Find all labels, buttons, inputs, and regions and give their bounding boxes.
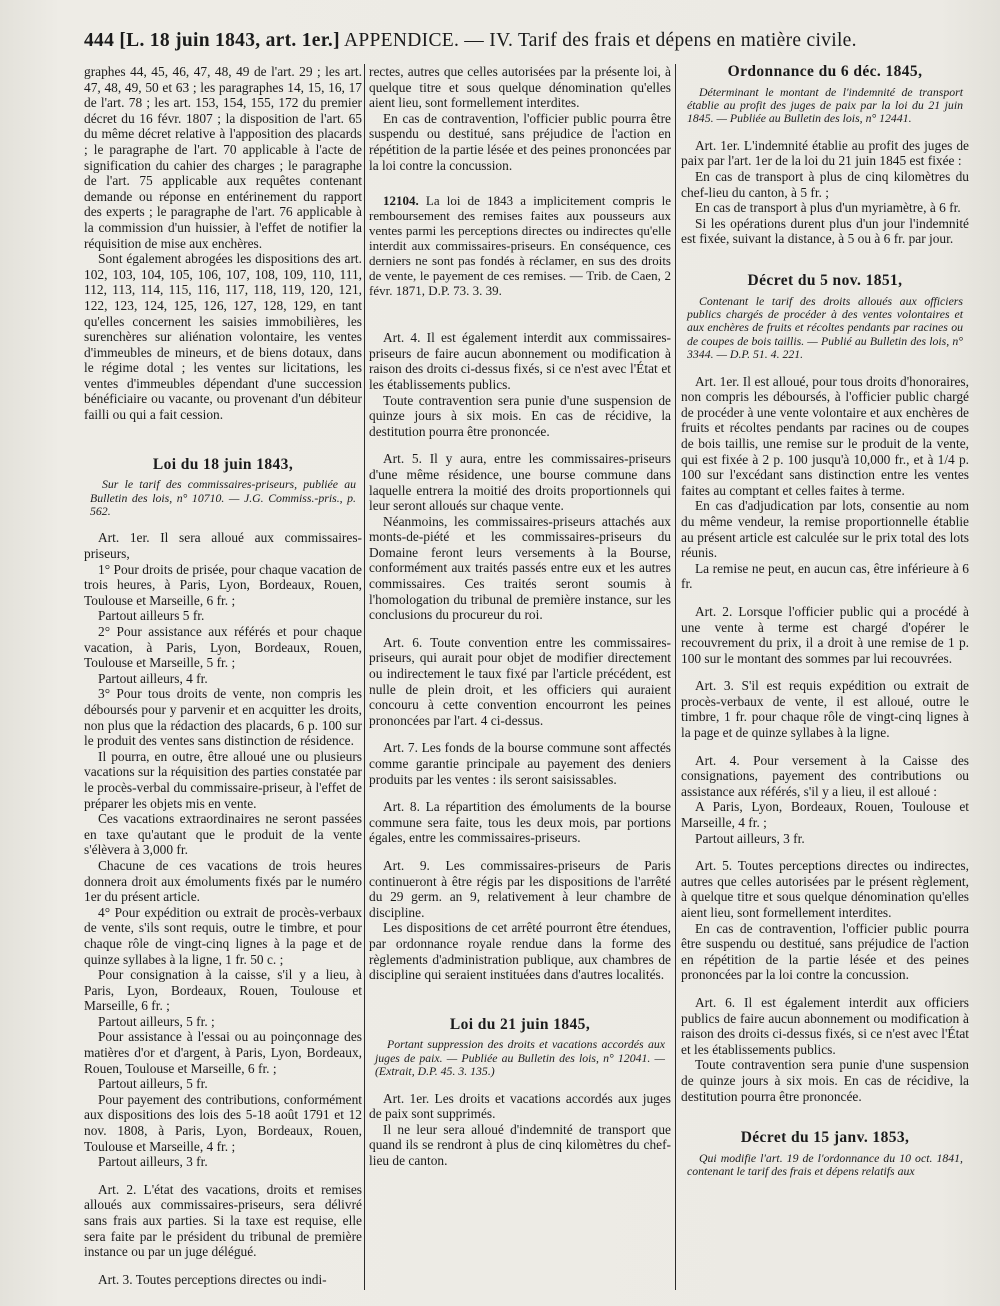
- header-title: APPENDICE. — IV. Tarif des frais et dépens en matière civile.: [344, 30, 857, 51]
- paragraph: Partout ailleurs, 5 fr.: [98, 1076, 208, 1092]
- annotation-note: [369, 193, 671, 298]
- paragraph: Néanmoins, les commissaires-priseurs attachés aux monts-de-piété et les commissaires-priseurs du Domaine feront leurs versements à la Bourse, conformément aux traités passés entre eux et les autres commissaires. Ces traités seront soumis à l'homologation du tribunal de première instance, sur les conclusions du procureur du roi.: [369, 513, 671, 623]
- note-number: 12104.: [383, 193, 419, 209]
- paragraph: Partout ailleurs 5 fr.: [98, 608, 205, 624]
- section-heading-decret-1851: Décret du 5 nov. 1851,: [747, 271, 903, 289]
- page-number: 444: [84, 30, 115, 51]
- article-6: Art. 6. Toute convention entre les commissaires-priseurs, qui aurait pour objet de modifier directement ou indirectement le taux fixé par l'article précédent, est nulle de plein droit, et les officiers qui auraient concouru à cette convention encourront les peines prononcées par l'art. 4 ci-dessus.: [369, 634, 671, 728]
- paragraph: La remise ne peut, en aucun cas, être inférieure à 6 fr.: [681, 560, 969, 592]
- column-rule-right: [675, 64, 676, 1290]
- paragraph: Pour assistance à l'essai ou au poinçonnage des matières d'or et d'argent, à Paris, Lyon, Bordeaux, Rouen, Toulouse et Marseille, 6 fr. ;: [84, 1029, 362, 1076]
- section-intro: Portant suppression des droits et vacations accordés aux juges de paix. — Publiée au Bulletin des lois, n° 12041. — (Extrait, D.P. 45. 3. 135.): [375, 1037, 665, 1079]
- paragraph: Toute contravention sera punie d'une suspension de quinze jours à six mois. En cas de récidive, la destitution pourra être prononcée.: [369, 392, 671, 439]
- paragraph: 2° Pour assistance aux référés et pour chaque vacation, à Paris, Lyon, Bordeaux, Rouen, Toulouse et Marseille, 5 fr. ;: [84, 624, 362, 671]
- paragraph: Pour payement des contributions, conformément aux dispositions des lois des 5-18 août 1791 et 12 nov. 1808, à Paris, Lyon, Bordeaux, Rouen, Toulouse et Marseille, 4 fr. ;: [84, 1091, 362, 1154]
- paragraph: Il ne leur sera alloué d'indemnité de transport que quand ils se rendront à plus de cinq kilomètres du chef-lieu de canton.: [369, 1121, 671, 1168]
- section-heading-ordonnance-1845: Ordonnance du 6 déc. 1845,: [727, 64, 923, 80]
- column-rule-left: [364, 64, 365, 1290]
- section-intro: Sur le tarif des commissaires-priseurs, publiée au Bulletin des lois, n° 10710. — J.G. Commiss.-pris., p. 562.: [90, 477, 356, 519]
- article-6: Art. 6. Il est également interdit aux officiers publics de faire aucun abonnement ou modification à raison des droits ci-dessus fixés, si ce n'est avec l'État et les établissements publics.: [681, 994, 969, 1057]
- section-heading-decret-1853: Décret du 15 janv. 1853,: [740, 1129, 910, 1147]
- article-9: Art. 9. Les commissaires-priseurs de Paris continueront à être régis par les dispositions de l'arrêté du 29 germ. an 9, relativement à leur chambre de discipline.: [369, 857, 671, 920]
- section-intro: Contenant le tarif des droits alloués aux officiers publics chargés de procéder à des ventes volontaires et aux enchères de fruits et récoltes pendants par racines ou de coupes de bois taillis. — Publié au Bulletin des lois, n° 3344. — D.P. 51. 4. 221.: [687, 293, 963, 362]
- paragraph: Toute contravention sera punie d'une suspension de quinze jours à six mois. En cas de récidive, la destitution pourra être prononcée.: [681, 1057, 969, 1104]
- paragraph: A Paris, Lyon, Bordeaux, Rouen, Toulouse et Marseille, 4 fr. ;: [681, 799, 969, 831]
- paragraph: En cas de transport à plus de cinq kilomètres du chef-lieu du canton, à 5 fr. ;: [681, 169, 969, 200]
- paragraph: Partout ailleurs, 5 fr. ;: [98, 1013, 215, 1029]
- article-5: Art. 5. Il y aura, entre les commissaires-priseurs d'une même résidence, une bourse commune dans laquelle entrera la moitié des droits proportionnels qui leur seront alloués sur chaque vente.: [369, 451, 671, 514]
- paragraph: 4° Pour expédition ou extrait de procès-verbaux de vente, s'ils sont requis, outre le timbre, et pour chaque rôle de vingt-cinq lignes à la page et de quinze syllabes à la ligne, 1 fr. 50 c. ;: [84, 904, 362, 967]
- paragraph: En cas d'adjudication par lots, consentie au nom du même vendeur, la remise proportionnelle établie au présent article est calculée sur le prix total des lots réunis.: [681, 498, 969, 561]
- header-reference: [L. 18 juin 1843, art. 1er.]: [119, 30, 340, 51]
- article-1: Art. 1er. L'indemnité établie au profit des juges de paix par l'art. 1er de la loi du 21 juin 1845 est fixée :: [681, 137, 969, 169]
- paragraph: Si les opérations durent plus d'un jour l'indemnité est fixée, suivant la distance, à 5 ou à 6 fr. par jour.: [681, 215, 969, 247]
- note-text: La loi de 1843 a implicitement compris le remboursement des remises faites aux pousseurs aux ventes parmi les perceptions directes ou indirectes qu'elle interdit aux commissaires-priseurs. En conséquence, ces derniers ne sont pas fondés à réclamer, en sus des droits de vente, le payement de ces remises. — Trib. de Caen, 2 févr. 1871, D.P. 73. 3. 39.: [369, 193, 671, 299]
- article-3: Art. 3. Toutes perceptions directes ou indi-: [98, 1271, 327, 1287]
- section-intro: Qui modifie l'art. 19 de l'ordonnance du 10 oct. 1841, contenant le tarif des frais et dépens relatifs aux: [687, 1150, 963, 1179]
- paragraph: En cas de contravention, l'officier public pourra être suspendu ou destitué, sans préjudice de l'action en répétition de la partie lésée et des peines prononcées par la loi contre la concussion.: [681, 920, 969, 983]
- article-4: Art. 4. Il est également interdit aux commissaires-priseurs de faire aucun abonnement ou modification à raison des droits ci-dessus fixés, si ce n'est avec l'État et les établissements publics.: [369, 330, 671, 392]
- paragraph: graphes 44, 45, 46, 47, 48, 49 de l'art. 29 ; les art. 47, 48, 49, 50 et 63 ; les paragraphes 14, 15, 16, 17 de l'art. 78 ; les art. 153, 154, 155, 172 du premier décret du 16 févr. 1807 ; la disposition de l'art. 65 du même décret relative à l'apposition des placards ; le paragraphe de l'art. 70 applicable à l'acte de signification du cahier des charges ; le paragraphe de l'art. 75 applicable aux requêtes contenant demande ou réponse en entérinement du rapport des experts ; le paragraphe de l'art. 76 applicable à la commission d'un huissier, à l'effet de notifier la réquisition de mise aux enchères.: [84, 64, 362, 251]
- column-middle: [369, 64, 671, 1304]
- paragraph: Chacune de ces vacations de trois heures donnera droit aux émoluments fixés par le numéro 1er du présent article.: [84, 857, 362, 905]
- article-1: Art. 1er. Il sera alloué aux commissaires-priseurs,: [84, 530, 362, 562]
- paragraph: En cas de transport à plus d'un myriamètre, à 6 fr.: [695, 200, 961, 216]
- column-right: [681, 64, 969, 1304]
- paragraph: Il pourra, en outre, être alloué une ou plusieurs vacations sur la réquisition des parties constatée par le procès-verbal du commissaire-priseur, à l'effet de préparer les objets mis en vente.: [84, 748, 362, 811]
- article-4: Art. 4. Pour versement à la Caisse des consignations, payement des contributions ou assistance aux référés, s'il y a lieu, il est alloué :: [681, 752, 969, 799]
- article-5: Art. 5. Toutes perceptions directes ou indirectes, autres que celles autorisées par le présent règlement, à quelque titre et sous quelque dénomination qu'elles aient lieu, sont formellement interdites.: [681, 858, 969, 920]
- paragraph: Partout ailleurs, 3 fr.: [695, 830, 805, 846]
- article-7: Art. 7. Les fonds de la bourse commune sont affectés comme garantie principale au payement des deniers produits par les ventes : ils seront saisissables.: [369, 740, 671, 787]
- page-header: [84, 30, 984, 56]
- paragraph: En cas de contravention, l'officier public pourra être suspendu ou destitué, sans préjudice de l'action en répétition de la partie lésée et des peines prononcées par la loi contre la concussion.: [369, 110, 671, 173]
- article-3: Art. 3. S'il est requis expédition ou extrait de procès-verbaux de vente, il est alloué, outre le timbre, 1 fr. pour chaque rôle de vingt-cinq lignes à la page et de quinze syllabes à la ligne.: [681, 678, 969, 741]
- article-2: Art. 2. L'état des vacations, droits et remises alloués aux commissaires-priseurs, sera délivré sans frais aux parties. Si la taxe est requise, elle sera faite par le président du tribunal de première instance ou par un juge délégué.: [84, 1181, 362, 1260]
- paragraph: 1° Pour droits de prisée, pour chaque vacation de trois heures, à Paris, Lyon, Bordeaux, Rouen, Toulouse et Marseille, 6 fr. ;: [84, 561, 362, 608]
- paragraph: Sont également abrogées les dispositions des art. 102, 103, 104, 105, 106, 107, 108, 109, 110, 111, 112, 113, 114, 115, 116, 117, 118, 119, 120, 121, 122, 123, 124, 125, 126, 127, 128, 129, en tant qu'elles concernent les saisies immobilières, les surenchères sur aliénation volontaire, les ventes d'immeubles de mineurs, et de biens dotaux, dans le régime dotal ; les ventes sur licitations, les ventes d'immeubles dépendant d'une succession bénéficiaire ou vacante, ou provenant d'un débiteur failli ou qui a fait cession.: [84, 251, 362, 423]
- paragraph: Partout ailleurs, 3 fr.: [98, 1154, 208, 1170]
- section-heading-loi-1843: Loi du 18 juin 1843,: [152, 455, 294, 473]
- article-1: Art. 1er. Les droits et vacations accordés aux juges de paix sont supprimés.: [369, 1090, 671, 1122]
- paragraph: Partout ailleurs, 4 fr.: [98, 670, 208, 686]
- paragraph: Ces vacations extraordinaires ne seront passées en taxe qu'autant que le produit de la vente s'élèvera à 3,000 fr.: [84, 811, 362, 858]
- article-2: Art. 2. Lorsque l'officier public qui a procédé à une vente à terme est chargé d'opérer le recouvrement du prix, il a droit à une remise de 1 p. 100 sur le montant des sommes par lui recouvrées.: [681, 603, 969, 666]
- paragraph: Pour consignation à la caisse, s'il y a lieu, à Paris, Lyon, Bordeaux, Rouen, Toulouse et Marseille, 6 fr. ;: [84, 967, 362, 1014]
- paragraph: rectes, autres que celles autorisées par la présente loi, à quelque titre et sous quelque dénomination qu'elles aient lieu, sont formellement interdites.: [369, 64, 671, 111]
- section-heading-loi-1845: Loi du 21 juin 1845,: [449, 1015, 591, 1033]
- article-8: Art. 8. La répartition des émoluments de la bourse commune sera faite, tous les deux mois, par portions égales, entre les commissaires-priseurs.: [369, 799, 671, 846]
- article-1: Art. 1er. Il est alloué, pour tous droits d'honoraires, non compris les déboursés, à l'officier public chargé de procéder à une vente volontaire et aux enchères de fruits et récoltes pendants par racines ou de coupes de bois taillis, une remise sur le produit de la vente, qui est fixée à 2 p. 100 jusqu'à 10,000 fr., et à 1/4 p. 100 sur l'excédant sans distinction entre les ventes faites au comptant et celles faites à terme.: [681, 373, 969, 498]
- paragraph: 3° Pour tous droits de vente, non compris les déboursés pour y parvenir et en acquitter les droits, non plus que la rédaction des placards, 6 p. 100 sur le produit des ventes sans distinction de résidence.: [84, 686, 362, 749]
- column-left: [84, 64, 362, 1304]
- paragraph: Les dispositions de cet arrêté pourront être étendues, par ordonnance royale rendue dans la forme des règlements d'administration publique, aux chambres de discipline qui seraient instituées dans d'autres localités.: [369, 920, 671, 983]
- section-intro: Déterminant le montant de l'indemnité de transport établie au profit des juges de paix par la loi du 21 juin 1845. — Publiée au Bulletin des lois, n° 12441.: [687, 84, 963, 126]
